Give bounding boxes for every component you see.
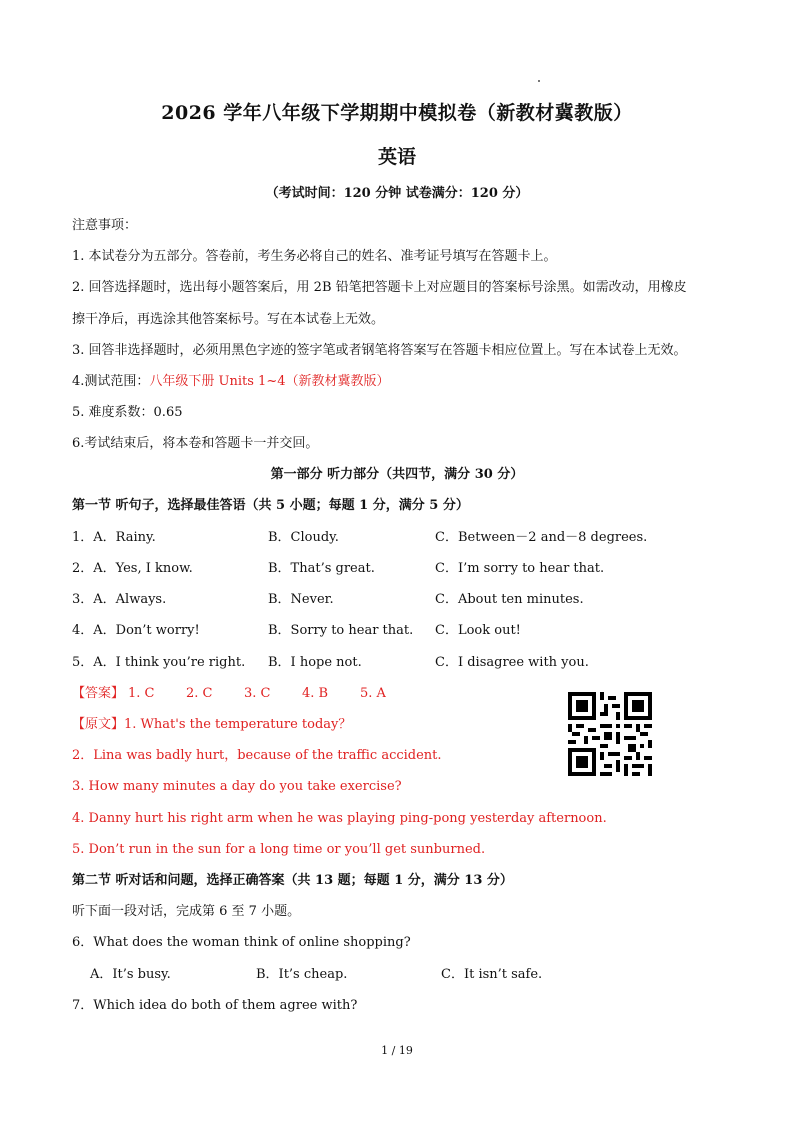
section2-title: 第二节 听对话和问题，选择正确答案（共 13 题；每题 1 分，满分 13 分）	[72, 873, 513, 888]
answer-item: 3. C	[244, 686, 271, 701]
transcript-line-3: 3. How many minutes a day do you take exercise?	[72, 779, 402, 794]
exam-info: （考试时间：120 分钟 试卷满分：120 分）	[265, 186, 529, 201]
question-7-stem: 7．Which idea do both of them agree with?	[72, 998, 358, 1013]
question-6-option-b: B．It’s cheap.	[256, 967, 348, 982]
question-5-option-a: 5．A．I think you’re right.	[72, 655, 246, 670]
answer-item: 4. B	[302, 686, 329, 701]
question-4-option-a: 4．A．Don’t worry!	[72, 623, 200, 638]
question-6-option-c: C．It isn’t safe.	[441, 967, 543, 982]
part1-title: 第一部分 听力部分（共四节，满分 30 分）	[270, 467, 524, 482]
question-2-option-a: 2．A．Yes, I know.	[72, 561, 193, 576]
transcript-line-2: 2．Lina was badly hurt，because of the traffic accident.	[72, 748, 442, 763]
question-5-option-c: C．I disagree with you.	[435, 655, 589, 670]
question-1-option-b: B．Cloudy.	[268, 530, 339, 545]
page-number: 1 / 19	[381, 1044, 413, 1057]
subject-title: 英语	[377, 146, 416, 168]
note-item-6: 6.考试结束后，将本卷和答题卡一并交回。	[72, 436, 319, 451]
qr-code-icon	[568, 692, 652, 776]
question-6-option-a: A．It’s busy.	[90, 967, 171, 982]
section1-title: 第一节 听句子，选择最佳答语（共 5 小题；每题 1 分，满分 5 分）	[72, 498, 469, 513]
question-6-stem: 6．What does the woman think of online shopping?	[72, 935, 411, 950]
note-item-4-prefix: 4.测试范围：	[72, 374, 150, 389]
question-3-option-c: C．About ten minutes.	[435, 592, 584, 607]
question-4-option-b: B．Sorry to hear that.	[268, 623, 414, 638]
question-1-option-c: C．Between－2 and－8 degrees.	[435, 530, 648, 545]
answer-label: 【答案】	[72, 686, 125, 701]
question-4-option-c: C．Look out!	[435, 623, 521, 638]
note-item-2-line-2: 擦干净后，再选涂其他答案标号。写在本试卷上无效。	[72, 312, 385, 327]
question-3-option-a: 3．A．Always.	[72, 592, 167, 607]
exam-title: 2026 学年八年级下学期期中模拟卷（新教材冀教版）	[161, 102, 633, 124]
transcript-label: 【原文】	[72, 717, 125, 732]
notes-heading: 注意事项：	[72, 218, 138, 233]
answer-item: 5. A	[360, 686, 386, 701]
section2-intro: 听下面一段对话，完成第 6 至 7 小题。	[72, 904, 301, 919]
transcript-text-1: 1. What's the temperature today？	[124, 717, 352, 732]
question-5-option-b: B．I hope not.	[268, 655, 362, 670]
transcript-line-4: 4. Danny hurt his right arm when he was playing ping-pong yesterday afternoon.	[72, 811, 607, 826]
scan-dot	[538, 80, 540, 82]
question-1-option-a: 1．A．Rainy.	[72, 530, 156, 545]
test-scope: 八年级下册 Units 1~4（新教材冀教版）	[149, 374, 390, 389]
question-2-option-b: B．That’s great.	[268, 561, 375, 576]
question-2-option-c: C．I’m sorry to hear that.	[435, 561, 605, 576]
note-item-2-line-1: 2. 回答选择题时，选出每小题答案后，用 2B 铅笔把答题卡上对应题目的答案标号涂黑。如需改动，用橡皮	[72, 280, 687, 295]
note-item-4	[72, 373, 390, 391]
question-3-option-b: B．Never.	[268, 592, 334, 607]
note-item-5: 5. 难度系数：0.65	[72, 405, 183, 420]
answer-item: 2. C	[186, 686, 213, 701]
answer-item: 1. C	[128, 686, 155, 701]
note-item-1: 1. 本试卷分为五部分。答卷前，考生务必将自己的姓名、准考证号填写在答题卡上。	[72, 249, 557, 264]
transcript-line-5: 5. Don’t run in the sun for a long time or you’ll get sunburned.	[72, 842, 486, 857]
transcript-line-1	[72, 716, 351, 734]
note-item-3: 3. 回答非选择题时，必须用黑色字迹的签字笔或者钢笔将答案写在答题卡相应位置上。写在本试卷上无效。	[72, 343, 687, 358]
